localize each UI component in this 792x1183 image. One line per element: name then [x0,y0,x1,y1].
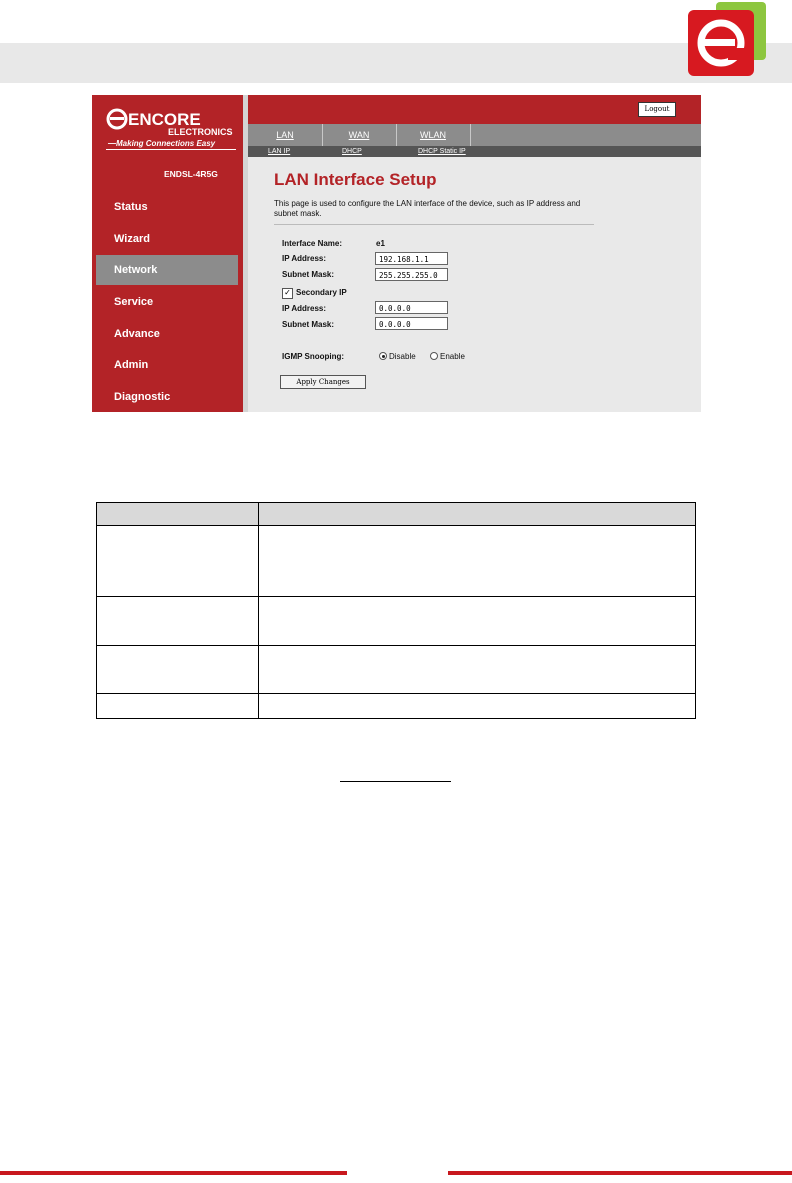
nav-item-admin[interactable]: Admin [114,359,149,371]
table-cell [258,646,695,694]
footer-rule-left [0,1171,347,1175]
secondary-subnet-mask-label: Subnet Mask: [282,320,335,329]
interface-name-label: Interface Name: [282,239,343,248]
table-header-row [97,503,696,526]
nav-item-service[interactable]: Service [114,296,154,308]
apply-changes-button[interactable]: Apply Changes [280,375,366,389]
table-cell [258,694,695,719]
top-bar [248,95,701,124]
igmp-disable-radio[interactable] [379,352,387,360]
table-cell [258,597,695,646]
underline-rule [340,781,451,782]
encore-logo-icon [688,2,770,78]
table-header-cell [258,503,695,526]
ip-address-label: IP Address: [282,254,327,263]
divider [106,149,236,150]
subtab-dhcp[interactable]: DHCP [342,148,362,155]
igmp-snooping-label: IGMP Snooping: [282,352,345,361]
tab-wan[interactable]: WAN [322,124,397,146]
table-cell [258,526,695,597]
nav-item-diagnostic[interactable]: Diagnostic [114,391,171,403]
secondary-subnet-mask-input[interactable]: 0.0.0.0 [375,317,448,330]
logout-button[interactable]: Logout [638,102,676,117]
model-name: ENDSL-4R5G [164,169,218,179]
secondary-ip-checkbox[interactable]: ✓ [282,288,293,299]
nav-item-status[interactable]: Status [114,201,148,213]
nav-item-advance[interactable]: Advance [114,328,160,340]
ip-address-input[interactable]: 192.168.1.1 [375,252,448,265]
igmp-enable-radio[interactable] [430,352,438,360]
table-cell [97,526,259,597]
page-header-band [0,43,792,83]
tab-bar [248,124,701,146]
table-row [97,597,696,646]
table-row [97,646,696,694]
nav-item-wizard[interactable]: Wizard [114,233,150,245]
subnet-mask-label: Subnet Mask: [282,270,335,279]
table-cell [97,597,259,646]
brand-tagline: —Making Connections Easy [108,139,216,148]
settings-description-table [96,502,696,719]
table-cell [97,646,259,694]
page-description: This page is used to configure the LAN interface of the device, such as IP address and subnet mask. [274,199,581,218]
secondary-ip-address-label: IP Address: [282,304,327,313]
router-ui-screenshot [92,95,701,412]
subtab-lan-ip[interactable]: LAN IP [268,148,291,155]
divider [274,224,594,225]
brand-name: ENCORE [128,110,201,129]
page-title: LAN Interface Setup [274,170,437,189]
interface-name-value: e1 [376,239,385,248]
table-row [97,694,696,719]
sidebar [92,95,243,412]
tab-wlan[interactable]: WLAN [396,124,471,146]
subtab-bar [248,146,701,157]
nav-item-network[interactable]: Network [96,255,238,285]
table-cell [97,694,259,719]
table-row [97,526,696,597]
igmp-enable-label: Enable [440,352,465,361]
secondary-ip-address-input[interactable]: 0.0.0.0 [375,301,448,314]
subnet-mask-input[interactable]: 255.255.255.0 [375,268,448,281]
subtab-dhcp-static-ip[interactable]: DHCP Static IP [418,148,466,155]
table-header-cell [97,503,259,526]
secondary-ip-label: Secondary IP [296,288,347,297]
igmp-disable-label: Disable [389,352,416,361]
tab-lan[interactable]: LAN [248,124,323,146]
footer-rule-right [448,1171,792,1175]
brand-sub: ELECTRONICS [168,127,233,137]
content-pane [248,95,701,412]
